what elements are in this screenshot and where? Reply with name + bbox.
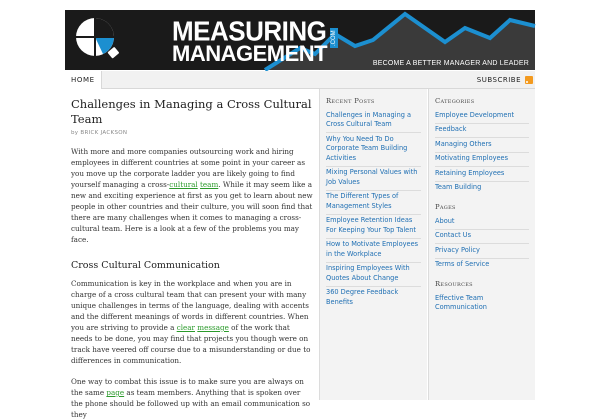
site-header	[65, 10, 535, 70]
link-message[interactable]: message	[197, 323, 229, 332]
intro-text-1: With more and more companies outsourcing work and hiring employees in different countries at some point in your career as you move up the corporate ladder you are likely going to find yourself managing a cross-	[71, 147, 306, 189]
post-byline: by BRICK JACKSON	[71, 130, 128, 136]
categories-heading: Categories	[435, 97, 475, 105]
rss-icon[interactable]	[525, 76, 533, 84]
intro-paragraph	[71, 146, 313, 245]
recent-post-link[interactable]: Employee Retention Ideas For Keeping Your Top Talent	[326, 215, 421, 239]
categories-list	[435, 109, 529, 195]
link-page[interactable]: page	[106, 388, 125, 397]
category-link[interactable]: Team Building	[435, 183, 482, 191]
resource-link[interactable]: Effective Team Communication	[435, 293, 487, 311]
comm-text-1: Communication is key in the workplace and when you are in charge of a cross cultural team that can present your with many unique challenges in terms of the language, dealing with accents and the different meanings of words in different countries. When you are striving to provide a	[71, 279, 309, 332]
nav-bar	[65, 71, 535, 89]
category-link[interactable]: Employee Development	[435, 109, 529, 124]
page-link[interactable]: Contact Us	[435, 230, 529, 245]
logo-dotcom-badge: .COM	[331, 30, 337, 46]
pages-heading: Pages	[435, 203, 456, 211]
nav-home-tab[interactable]: HOME	[65, 71, 102, 89]
category-link[interactable]: Motivating Employees	[435, 153, 529, 168]
combat-text-2: as team members. Anything that is spoken over the phone should be followed up with an email communication so they	[71, 388, 311, 419]
recent-post-link[interactable]: Why You Need To Do Corporate Team Building Activities	[326, 133, 421, 167]
recent-post-link[interactable]: Challenges in Managing a Cross Cultural Team	[326, 109, 421, 133]
logo-text-measuring[interactable]: MEASURING	[172, 15, 327, 47]
site-tagline: BECOME A BETTER MANAGER AND LEADER	[372, 60, 529, 67]
pages-list	[435, 215, 529, 272]
intro-text-3: . While it may seem like a new and exciting experience at first as you get to learn about new people in other countries and their culture, you will soon find that there are many challenges when it comes to managing a cross-cultural team. Here is a look at a few of the problems you may face.	[71, 180, 313, 244]
lightbulb-chart-logo-icon[interactable]	[73, 15, 121, 65]
category-link[interactable]: Retaining Employees	[435, 167, 529, 182]
recent-post-link[interactable]: Mixing Personal Values with Job Values	[326, 167, 421, 191]
page-link[interactable]: Privacy Policy	[435, 244, 529, 259]
sidebar-categories	[428, 89, 535, 400]
page-link[interactable]: About	[435, 215, 529, 230]
link-cultural[interactable]: cultural	[169, 180, 198, 189]
combat-text-1: One way to combat this issue is to make sure you are always on the same	[71, 377, 304, 397]
pages-section	[435, 203, 529, 272]
combat-paragraph	[71, 376, 313, 420]
recent-posts-heading: Recent Posts	[326, 97, 375, 105]
recent-post-link[interactable]: Inspiring Employees With Quotes About Change	[326, 263, 421, 287]
category-link[interactable]: Feedback	[435, 124, 529, 139]
category-link[interactable]: Managing Others	[435, 138, 529, 153]
comm-text-3: of the work that needs to be done, you may find that projects you though were on track have veered off course due to a misunderstanding or due to differences in communication.	[71, 323, 311, 365]
section-heading: Cross Cultural Communication	[71, 260, 220, 271]
link-team[interactable]: team	[200, 180, 219, 189]
main-content	[65, 89, 319, 419]
subscribe-link[interactable]: SUBSCRIBE	[476, 76, 521, 84]
page-link[interactable]: Terms of Service	[435, 260, 490, 268]
post-title[interactable]: Challenges in Managing a Cross Cultural Team	[71, 97, 312, 126]
link-clear[interactable]: clear	[176, 323, 195, 332]
logo-text-management[interactable]: MANAGEMENT	[172, 41, 328, 66]
sidebar-recent-posts	[319, 89, 427, 400]
categories-section	[435, 97, 529, 195]
resources-heading: Resources	[435, 280, 473, 288]
recent-posts-list	[326, 109, 421, 310]
resources-section	[435, 280, 529, 315]
recent-post-link[interactable]: The Different Types of Management Styles	[326, 191, 421, 215]
resources-list	[435, 292, 529, 315]
recent-post-link[interactable]: 360 Degree Feedback Benefits	[326, 288, 399, 306]
recent-post-link[interactable]: How to Motivate Employees in the Workplace	[326, 239, 421, 263]
communication-paragraph	[71, 278, 313, 366]
